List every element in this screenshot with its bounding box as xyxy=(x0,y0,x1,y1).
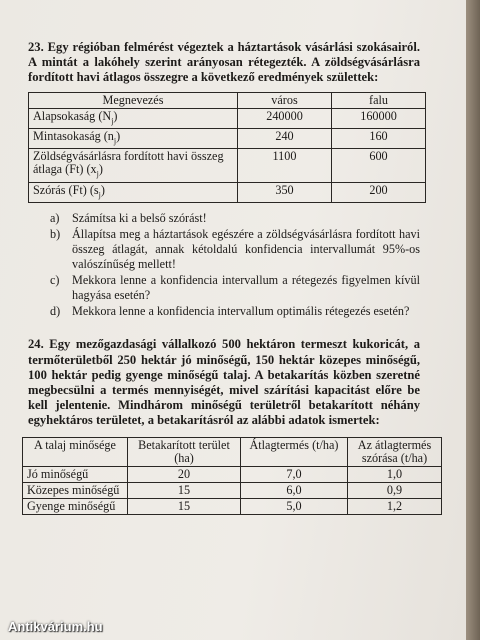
table-cell: 5,0 xyxy=(241,498,348,514)
table-cell: 1,2 xyxy=(348,498,442,514)
list-item: d) Mekkora lenne a konfidencia intervallum optimális rétegezés esetén? xyxy=(50,304,410,319)
table-row xyxy=(23,482,442,498)
table-header: Átlagtermés (t/ha) xyxy=(241,437,348,466)
page-content xyxy=(27,40,432,515)
table-cell: 20 xyxy=(128,466,241,482)
household-table xyxy=(28,92,426,204)
soil-table xyxy=(22,437,442,515)
table-cell: 1,0 xyxy=(348,466,442,482)
row-label: Mintasokaság $(n_j)$ xyxy=(29,129,238,149)
row-label: Zöldségvásárlásra fordított havi összeg átlaga (Ft) $(x_j)$ xyxy=(29,149,238,182)
table-header: Betakarított terület (ha) xyxy=(128,437,241,466)
table-header-row xyxy=(23,437,442,466)
row-label: Alapsokaság $(N_j)$ xyxy=(29,108,238,128)
table-cell: 600 xyxy=(332,149,426,182)
table-cell: 160000 xyxy=(332,108,426,128)
table-header: Megnevezés xyxy=(29,92,238,108)
table-cell: 240000 xyxy=(238,108,332,128)
table-cell: 240 xyxy=(238,129,332,149)
table-cell: 1100 xyxy=(238,149,332,182)
table-cell: 15 xyxy=(128,498,241,514)
problem-23-text: 23. Egy régióban felmérést végeztek a háztartások vásárlási szokásairól. A mintát a lakóhely szerint arányosan rétegezték. A zöldségvásárlásra fordított havi átlagos összegre a következő eredmények születtek: xyxy=(28,40,420,85)
table-row xyxy=(29,108,426,128)
question-list xyxy=(28,211,420,319)
table-cell: Jó minőségű xyxy=(23,466,128,482)
table-row xyxy=(23,498,442,514)
table-header: A talaj minősége xyxy=(23,437,128,466)
list-item: c) Mekkora lenne a konfidencia intervallum a rétegezés figyelmen kívül hagyása esetén? xyxy=(50,273,420,303)
list-item: a) Számítsa ki a belső szórást! xyxy=(50,211,207,226)
table-header: Az átlagtermés szórása (t/ha) xyxy=(348,437,442,466)
table-cell: 350 xyxy=(238,182,332,202)
table-header: falu xyxy=(332,92,426,108)
problem-24-text: 24. Egy mezőgazdasági vállalkozó 500 hektáron termeszt kukoricát, a termőterületből 250 hektár jó minőségű, 150 hektár közepes minőségű, 100 hektár pedig gyenge minőségű talaj. A betakarítás közben szeretné megbecsülni a termés mennyiségét, mivel szárítási kapacitást előre be kell jelentenie. Mindhárom minőségű területről betakarított néhány egyhektáros területet, a betakarításról az alábbi adatok ismertek: xyxy=(28,337,420,428)
table-cell: 160 xyxy=(332,129,426,149)
table-cell: 15 xyxy=(128,482,241,498)
table-cell: Gyenge minőségű xyxy=(23,498,128,514)
table-cell: Közepes minőségű xyxy=(23,482,128,498)
table-header: város xyxy=(238,92,332,108)
table-cell: 0,9 xyxy=(348,482,442,498)
table-cell: 200 xyxy=(332,182,426,202)
table-row xyxy=(23,466,442,482)
book-spine xyxy=(466,0,480,640)
site-watermark[interactable]: Antikvárium.hu xyxy=(8,619,103,634)
row-label: Szórás (Ft) $(s_j)$ xyxy=(29,182,238,202)
table-header-row xyxy=(29,92,426,108)
table-row xyxy=(29,182,426,202)
list-item: b) Állapítsa meg a háztartások egészére a zöldségvásárlásra fordított havi összeg átlagát, annak kétoldalú konfidencia intervallumát 95%-os valószínűség mellett! xyxy=(50,227,420,272)
table-cell: 7,0 xyxy=(241,466,348,482)
table-row xyxy=(29,129,426,149)
table-row xyxy=(29,149,426,182)
table-cell: 6,0 xyxy=(241,482,348,498)
